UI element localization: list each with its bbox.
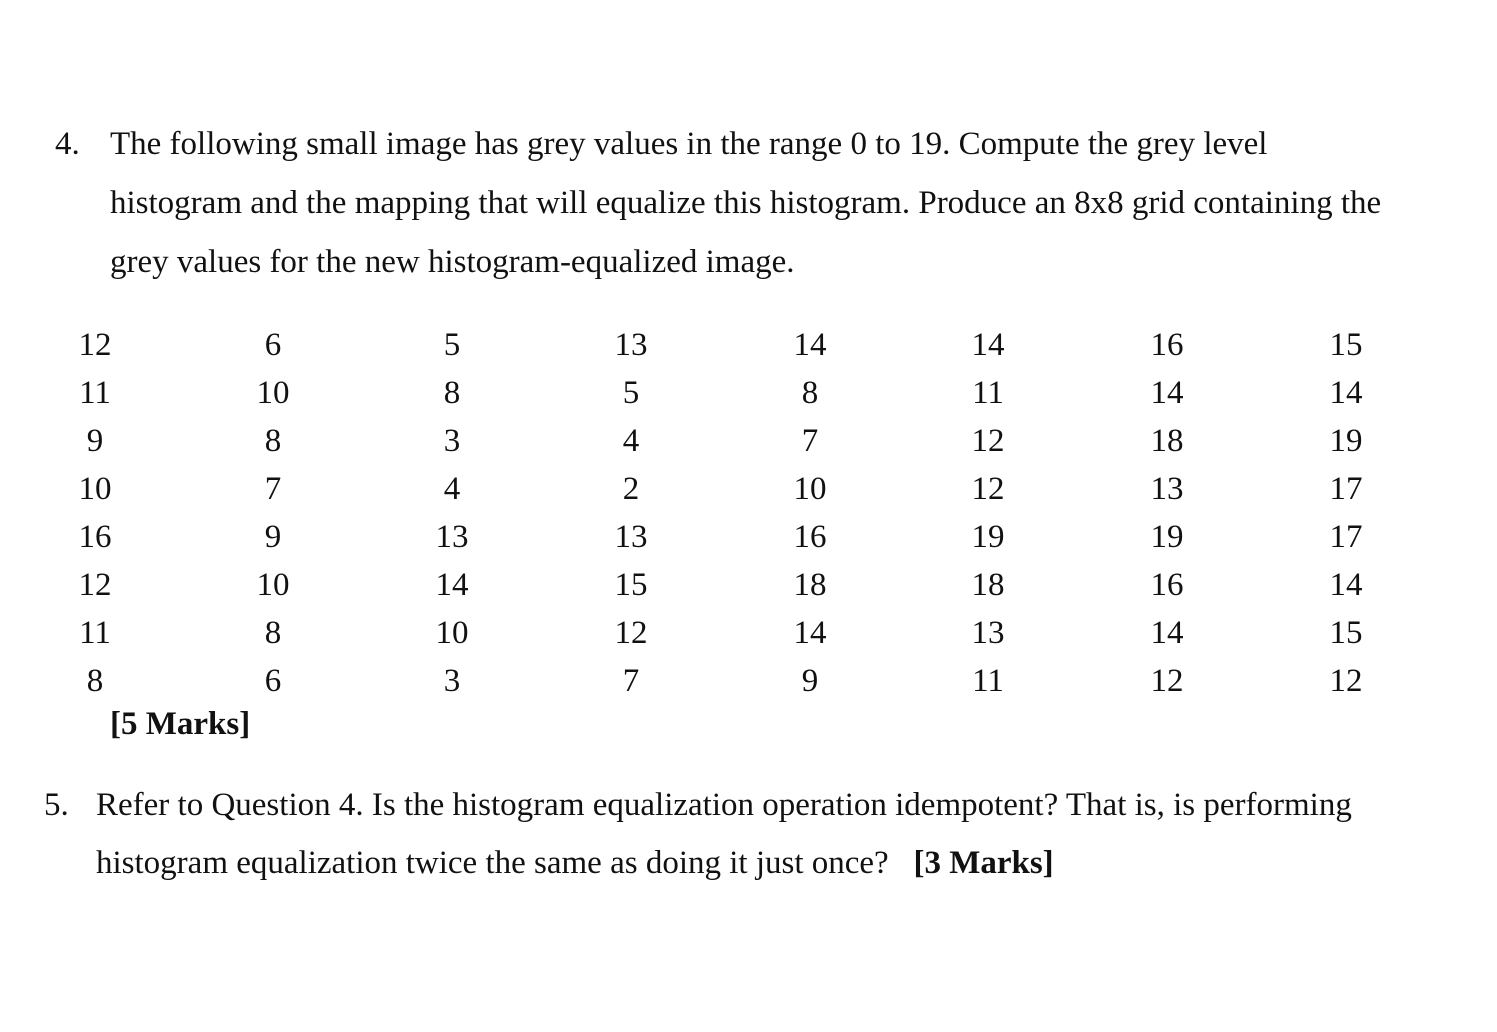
grid-cell: 12 bbox=[1150, 663, 1184, 699]
grid-cell: 12 bbox=[1329, 663, 1363, 699]
grid-cell: 8 bbox=[86, 663, 104, 699]
grid-cell: 14 bbox=[971, 327, 1005, 363]
grid-cell: 16 bbox=[1150, 327, 1184, 363]
grid-cell: 10 bbox=[793, 471, 827, 507]
grid-cell: 19 bbox=[971, 519, 1005, 555]
question-4-number: 4. bbox=[55, 126, 80, 162]
grid-cell: 14 bbox=[435, 567, 469, 603]
question-4-marks: [5 Marks] bbox=[110, 706, 251, 742]
question-5-text-line-2-body: histogram equalization twice the same as doing it just once? bbox=[96, 845, 889, 881]
grid-cell: 13 bbox=[435, 519, 469, 555]
grid-cell: 7 bbox=[622, 663, 640, 699]
grid-cell: 9 bbox=[264, 519, 282, 555]
grid-cell: 15 bbox=[1329, 615, 1363, 651]
grid-cell: 10 bbox=[256, 567, 290, 603]
grid-cell: 19 bbox=[1150, 519, 1184, 555]
grid-cell: 12 bbox=[614, 615, 648, 651]
grid-cell: 9 bbox=[86, 423, 104, 459]
grid-cell: 7 bbox=[264, 471, 282, 507]
grid-cell: 14 bbox=[793, 327, 827, 363]
grid-cell: 4 bbox=[443, 471, 461, 507]
grid-cell: 15 bbox=[614, 567, 648, 603]
grid-cell: 17 bbox=[1329, 519, 1363, 555]
question-4-text-line-1: The following small image has grey values in the range 0 to 19. Compute the grey level bbox=[110, 126, 1268, 162]
grid-cell: 2 bbox=[622, 471, 640, 507]
grid-cell: 14 bbox=[1150, 615, 1184, 651]
question-5-number: 5. bbox=[44, 787, 69, 823]
grid-cell: 13 bbox=[971, 615, 1005, 651]
grid-cell: 4 bbox=[622, 423, 640, 459]
grid-cell: 16 bbox=[1150, 567, 1184, 603]
grid-cell: 16 bbox=[793, 519, 827, 555]
grid-cell: 9 bbox=[801, 663, 819, 699]
grid-cell: 8 bbox=[264, 615, 282, 651]
grid-cell: 6 bbox=[264, 327, 282, 363]
question-4-text-line-3: grey values for the new histogram-equalized image. bbox=[110, 244, 795, 280]
question-5-text-line-1: Refer to Question 4. Is the histogram equalization operation idempotent? That is, is performing bbox=[96, 787, 1352, 823]
grid-cell: 15 bbox=[1329, 327, 1363, 363]
grid-cell: 19 bbox=[1329, 423, 1363, 459]
grid-cell: 13 bbox=[614, 327, 648, 363]
grid-cell: 16 bbox=[78, 519, 112, 555]
grid-cell: 10 bbox=[256, 375, 290, 411]
grid-cell: 18 bbox=[1150, 423, 1184, 459]
grid-cell: 7 bbox=[801, 423, 819, 459]
grid-cell: 5 bbox=[443, 327, 461, 363]
question-4-text-line-2: histogram and the mapping that will equalize this histogram. Produce an 8x8 grid containing the bbox=[110, 185, 1382, 221]
grid-cell: 8 bbox=[443, 375, 461, 411]
grid-cell: 8 bbox=[801, 375, 819, 411]
grid-cell: 18 bbox=[971, 567, 1005, 603]
grid-cell: 17 bbox=[1329, 471, 1363, 507]
grid-cell: 6 bbox=[264, 663, 282, 699]
grid-cell: 14 bbox=[1329, 375, 1363, 411]
grid-cell: 14 bbox=[1150, 375, 1184, 411]
grid-cell: 14 bbox=[793, 615, 827, 651]
grid-cell: 11 bbox=[79, 615, 111, 651]
grid-cell: 10 bbox=[78, 471, 112, 507]
grid-cell: 3 bbox=[443, 423, 461, 459]
grid-cell: 10 bbox=[435, 615, 469, 651]
grid-cell: 12 bbox=[971, 423, 1005, 459]
grid-cell: 13 bbox=[614, 519, 648, 555]
grid-cell: 11 bbox=[972, 375, 1004, 411]
grid-cell: 5 bbox=[622, 375, 640, 411]
grid-cell: 3 bbox=[443, 663, 461, 699]
question-5-text-line-2 bbox=[96, 847, 1054, 880]
grid-cell: 14 bbox=[1329, 567, 1363, 603]
grid-cell: 8 bbox=[264, 423, 282, 459]
grid-cell: 12 bbox=[78, 567, 112, 603]
grid-cell: 11 bbox=[79, 375, 111, 411]
question-5-marks: [3 Marks] bbox=[913, 845, 1054, 881]
grid-cell: 12 bbox=[78, 327, 112, 363]
grid-cell: 13 bbox=[1150, 471, 1184, 507]
grid-cell: 12 bbox=[971, 471, 1005, 507]
grid-cell: 18 bbox=[793, 567, 827, 603]
grid-cell: 11 bbox=[972, 663, 1004, 699]
